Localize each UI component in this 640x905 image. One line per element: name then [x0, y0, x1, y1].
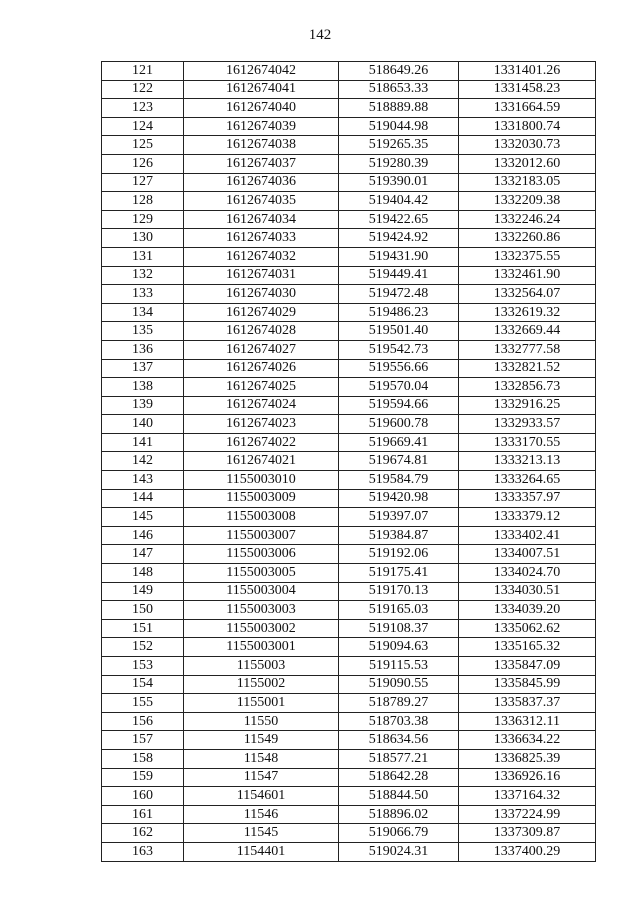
table-row — [102, 824, 596, 843]
table-row — [102, 582, 596, 601]
table-row — [102, 322, 596, 341]
point-id-cell: 1155003004 — [184, 582, 339, 601]
point-id-cell: 1612674037 — [184, 154, 339, 173]
x-coordinate-cell: 519024.31 — [339, 842, 459, 861]
point-id-cell: 1612674042 — [184, 62, 339, 81]
x-coordinate-cell: 518703.38 — [339, 712, 459, 731]
point-id-cell: 11548 — [184, 749, 339, 768]
point-id-cell: 11550 — [184, 712, 339, 731]
row-index-cell: 152 — [102, 638, 184, 657]
y-coordinate-cell: 1333402.41 — [459, 526, 596, 545]
point-id-cell: 1612674023 — [184, 415, 339, 434]
row-index-cell: 132 — [102, 266, 184, 285]
row-index-cell: 156 — [102, 712, 184, 731]
table-row — [102, 749, 596, 768]
point-id-cell: 1612674028 — [184, 322, 339, 341]
x-coordinate-cell: 519420.98 — [339, 489, 459, 508]
x-coordinate-cell: 519390.01 — [339, 173, 459, 192]
y-coordinate-cell: 1332012.60 — [459, 154, 596, 173]
x-coordinate-cell: 519570.04 — [339, 378, 459, 397]
y-coordinate-cell: 1337164.32 — [459, 787, 596, 806]
row-index-cell: 162 — [102, 824, 184, 843]
point-id-cell: 1612674038 — [184, 136, 339, 155]
y-coordinate-cell: 1337309.87 — [459, 824, 596, 843]
row-index-cell: 161 — [102, 805, 184, 824]
y-coordinate-cell: 1332669.44 — [459, 322, 596, 341]
table-row — [102, 154, 596, 173]
x-coordinate-cell: 519501.40 — [339, 322, 459, 341]
y-coordinate-cell: 1335845.99 — [459, 675, 596, 694]
point-id-cell: 1155003009 — [184, 489, 339, 508]
x-coordinate-cell: 519265.35 — [339, 136, 459, 155]
x-coordinate-cell: 518889.88 — [339, 99, 459, 118]
point-id-cell: 1155003002 — [184, 619, 339, 638]
x-coordinate-cell: 519170.13 — [339, 582, 459, 601]
y-coordinate-cell: 1335847.09 — [459, 657, 596, 676]
point-id-cell: 1612674031 — [184, 266, 339, 285]
x-coordinate-cell: 519066.79 — [339, 824, 459, 843]
table-row — [102, 229, 596, 248]
point-id-cell: 1154601 — [184, 787, 339, 806]
row-index-cell: 135 — [102, 322, 184, 341]
point-id-cell: 1612674026 — [184, 359, 339, 378]
y-coordinate-cell: 1331800.74 — [459, 117, 596, 136]
y-coordinate-cell: 1333213.13 — [459, 452, 596, 471]
point-id-cell: 1612674025 — [184, 378, 339, 397]
point-id-cell: 1612674029 — [184, 303, 339, 322]
row-index-cell: 154 — [102, 675, 184, 694]
point-id-cell: 1155003003 — [184, 601, 339, 620]
point-id-cell: 1155001 — [184, 694, 339, 713]
table-row — [102, 415, 596, 434]
row-index-cell: 142 — [102, 452, 184, 471]
table-row — [102, 694, 596, 713]
x-coordinate-cell: 519584.79 — [339, 471, 459, 490]
point-id-cell: 1155003 — [184, 657, 339, 676]
table-row — [102, 712, 596, 731]
x-coordinate-cell: 519175.41 — [339, 564, 459, 583]
row-index-cell: 163 — [102, 842, 184, 861]
table-row — [102, 173, 596, 192]
x-coordinate-cell: 519669.41 — [339, 433, 459, 452]
point-id-cell: 1612674040 — [184, 99, 339, 118]
row-index-cell: 160 — [102, 787, 184, 806]
row-index-cell: 143 — [102, 471, 184, 490]
x-coordinate-cell: 519280.39 — [339, 154, 459, 173]
x-coordinate-cell: 518634.56 — [339, 731, 459, 750]
point-id-cell: 1155003005 — [184, 564, 339, 583]
point-id-cell: 11547 — [184, 768, 339, 787]
y-coordinate-cell: 1332821.52 — [459, 359, 596, 378]
point-id-cell: 1155002 — [184, 675, 339, 694]
y-coordinate-cell: 1332209.38 — [459, 192, 596, 211]
table-row — [102, 303, 596, 322]
row-index-cell: 151 — [102, 619, 184, 638]
row-index-cell: 139 — [102, 396, 184, 415]
y-coordinate-cell: 1332030.73 — [459, 136, 596, 155]
row-index-cell: 146 — [102, 526, 184, 545]
y-coordinate-cell: 1332564.07 — [459, 285, 596, 304]
x-coordinate-cell: 519108.37 — [339, 619, 459, 638]
y-coordinate-cell: 1336926.16 — [459, 768, 596, 787]
y-coordinate-cell: 1335165.32 — [459, 638, 596, 657]
x-coordinate-cell: 518577.21 — [339, 749, 459, 768]
row-index-cell: 131 — [102, 247, 184, 266]
x-coordinate-cell: 519165.03 — [339, 601, 459, 620]
y-coordinate-cell: 1332916.25 — [459, 396, 596, 415]
x-coordinate-cell: 519431.90 — [339, 247, 459, 266]
y-coordinate-cell: 1332260.86 — [459, 229, 596, 248]
point-id-cell: 1612674034 — [184, 210, 339, 229]
point-id-cell: 1154401 — [184, 842, 339, 861]
x-coordinate-cell: 519044.98 — [339, 117, 459, 136]
row-index-cell: 123 — [102, 99, 184, 118]
table-row — [102, 545, 596, 564]
y-coordinate-cell: 1332246.24 — [459, 210, 596, 229]
coordinates-table-body — [102, 62, 596, 862]
point-id-cell: 1612674021 — [184, 452, 339, 471]
point-id-cell: 1612674024 — [184, 396, 339, 415]
row-index-cell: 158 — [102, 749, 184, 768]
point-id-cell: 1612674035 — [184, 192, 339, 211]
y-coordinate-cell: 1333264.65 — [459, 471, 596, 490]
table-row — [102, 731, 596, 750]
y-coordinate-cell: 1334039.20 — [459, 601, 596, 620]
x-coordinate-cell: 519422.65 — [339, 210, 459, 229]
y-coordinate-cell: 1336634.22 — [459, 731, 596, 750]
point-id-cell: 1612674041 — [184, 80, 339, 99]
y-coordinate-cell: 1332856.73 — [459, 378, 596, 397]
row-index-cell: 148 — [102, 564, 184, 583]
y-coordinate-cell: 1337224.99 — [459, 805, 596, 824]
y-coordinate-cell: 1332933.57 — [459, 415, 596, 434]
table-row — [102, 433, 596, 452]
table-row — [102, 619, 596, 638]
table-row — [102, 396, 596, 415]
y-coordinate-cell: 1336312.11 — [459, 712, 596, 731]
table-row — [102, 266, 596, 285]
table-row — [102, 768, 596, 787]
row-index-cell: 133 — [102, 285, 184, 304]
table-row — [102, 80, 596, 99]
row-index-cell: 134 — [102, 303, 184, 322]
table-row — [102, 489, 596, 508]
y-coordinate-cell: 1334007.51 — [459, 545, 596, 564]
y-coordinate-cell: 1337400.29 — [459, 842, 596, 861]
point-id-cell: 1155003007 — [184, 526, 339, 545]
table-row — [102, 805, 596, 824]
table-row — [102, 657, 596, 676]
x-coordinate-cell: 519472.48 — [339, 285, 459, 304]
table-row — [102, 378, 596, 397]
x-coordinate-cell: 519424.92 — [339, 229, 459, 248]
page-number: 142 — [308, 27, 332, 43]
table-row — [102, 99, 596, 118]
table-row — [102, 285, 596, 304]
y-coordinate-cell: 1331458.23 — [459, 80, 596, 99]
table-row — [102, 675, 596, 694]
point-id-cell: 1612674039 — [184, 117, 339, 136]
row-index-cell: 126 — [102, 154, 184, 173]
row-index-cell: 138 — [102, 378, 184, 397]
row-index-cell: 150 — [102, 601, 184, 620]
y-coordinate-cell: 1333379.12 — [459, 508, 596, 527]
table-row — [102, 601, 596, 620]
x-coordinate-cell: 519600.78 — [339, 415, 459, 434]
row-index-cell: 155 — [102, 694, 184, 713]
x-coordinate-cell: 518844.50 — [339, 787, 459, 806]
x-coordinate-cell: 518649.26 — [339, 62, 459, 81]
y-coordinate-cell: 1336825.39 — [459, 749, 596, 768]
point-id-cell: 11549 — [184, 731, 339, 750]
coordinates-table — [101, 61, 596, 862]
y-coordinate-cell: 1332183.05 — [459, 173, 596, 192]
table-row — [102, 210, 596, 229]
table-row — [102, 638, 596, 657]
row-index-cell: 122 — [102, 80, 184, 99]
table-row — [102, 192, 596, 211]
y-coordinate-cell: 1331401.26 — [459, 62, 596, 81]
table-row — [102, 787, 596, 806]
row-index-cell: 137 — [102, 359, 184, 378]
point-id-cell: 1612674030 — [184, 285, 339, 304]
row-index-cell: 136 — [102, 340, 184, 359]
row-index-cell: 129 — [102, 210, 184, 229]
y-coordinate-cell: 1334030.51 — [459, 582, 596, 601]
table-row — [102, 526, 596, 545]
x-coordinate-cell: 518642.28 — [339, 768, 459, 787]
point-id-cell: 11545 — [184, 824, 339, 843]
x-coordinate-cell: 519594.66 — [339, 396, 459, 415]
y-coordinate-cell: 1332375.55 — [459, 247, 596, 266]
x-coordinate-cell: 519384.87 — [339, 526, 459, 545]
x-coordinate-cell: 519094.63 — [339, 638, 459, 657]
row-index-cell: 159 — [102, 768, 184, 787]
row-index-cell: 140 — [102, 415, 184, 434]
point-id-cell: 11546 — [184, 805, 339, 824]
x-coordinate-cell: 519115.53 — [339, 657, 459, 676]
x-coordinate-cell: 519404.42 — [339, 192, 459, 211]
row-index-cell: 128 — [102, 192, 184, 211]
point-id-cell: 1155003008 — [184, 508, 339, 527]
row-index-cell: 144 — [102, 489, 184, 508]
table-row — [102, 340, 596, 359]
point-id-cell: 1612674036 — [184, 173, 339, 192]
x-coordinate-cell: 518653.33 — [339, 80, 459, 99]
y-coordinate-cell: 1332619.32 — [459, 303, 596, 322]
row-index-cell: 141 — [102, 433, 184, 452]
table-row — [102, 471, 596, 490]
table-row — [102, 508, 596, 527]
x-coordinate-cell: 519486.23 — [339, 303, 459, 322]
row-index-cell: 127 — [102, 173, 184, 192]
row-index-cell: 153 — [102, 657, 184, 676]
x-coordinate-cell: 519674.81 — [339, 452, 459, 471]
row-index-cell: 125 — [102, 136, 184, 155]
table-row — [102, 359, 596, 378]
y-coordinate-cell: 1332461.90 — [459, 266, 596, 285]
row-index-cell: 147 — [102, 545, 184, 564]
point-id-cell: 1612674022 — [184, 433, 339, 452]
row-index-cell: 149 — [102, 582, 184, 601]
y-coordinate-cell: 1333170.55 — [459, 433, 596, 452]
table-row — [102, 247, 596, 266]
row-index-cell: 157 — [102, 731, 184, 750]
x-coordinate-cell: 519449.41 — [339, 266, 459, 285]
point-id-cell: 1155003006 — [184, 545, 339, 564]
x-coordinate-cell: 519090.55 — [339, 675, 459, 694]
table-row — [102, 62, 596, 81]
y-coordinate-cell: 1334024.70 — [459, 564, 596, 583]
table-row — [102, 117, 596, 136]
table-row — [102, 136, 596, 155]
x-coordinate-cell: 519542.73 — [339, 340, 459, 359]
y-coordinate-cell: 1333357.97 — [459, 489, 596, 508]
point-id-cell: 1612674033 — [184, 229, 339, 248]
table-row — [102, 842, 596, 861]
x-coordinate-cell: 519397.07 — [339, 508, 459, 527]
x-coordinate-cell: 518896.02 — [339, 805, 459, 824]
x-coordinate-cell: 519556.66 — [339, 359, 459, 378]
table-row — [102, 564, 596, 583]
table-row — [102, 452, 596, 471]
row-index-cell: 145 — [102, 508, 184, 527]
y-coordinate-cell: 1335062.62 — [459, 619, 596, 638]
y-coordinate-cell: 1335837.37 — [459, 694, 596, 713]
point-id-cell: 1612674032 — [184, 247, 339, 266]
row-index-cell: 121 — [102, 62, 184, 81]
y-coordinate-cell: 1332777.58 — [459, 340, 596, 359]
row-index-cell: 130 — [102, 229, 184, 248]
y-coordinate-cell: 1331664.59 — [459, 99, 596, 118]
point-id-cell: 1155003001 — [184, 638, 339, 657]
point-id-cell: 1155003010 — [184, 471, 339, 490]
row-index-cell: 124 — [102, 117, 184, 136]
x-coordinate-cell: 518789.27 — [339, 694, 459, 713]
x-coordinate-cell: 519192.06 — [339, 545, 459, 564]
point-id-cell: 1612674027 — [184, 340, 339, 359]
